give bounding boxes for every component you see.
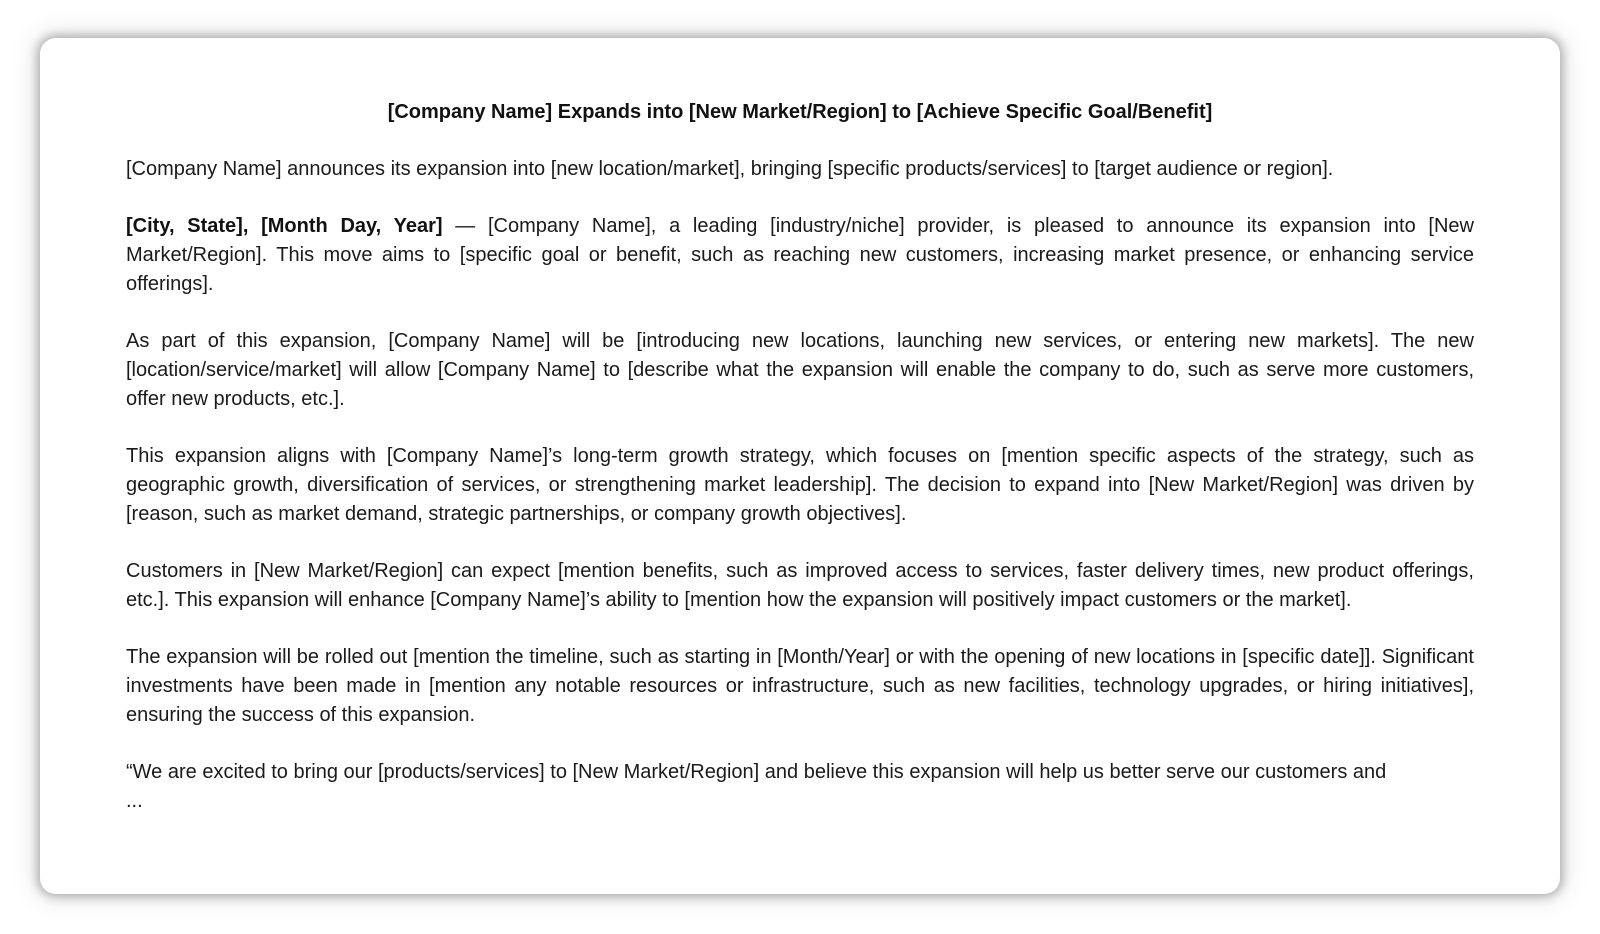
- truncation-ellipsis: ...: [126, 790, 143, 812]
- intro-paragraph: [126, 212, 1474, 299]
- quote-text: “We are excited to bring our [products/services] to [New Market/Region] and believe this expansion will help us better serve our customers and: [126, 761, 1387, 783]
- document-title: [Company Name] Expands into [New Market/Region] to [Achieve Specific Goal/Benefit]: [387, 101, 1213, 123]
- intro-text: — [Company Name], a leading [industry/niche] provider, is pleased to announce its expansion into [New Market/Region]. This move aims to [specific goal or benefit, such as reaching new customers, increasing market presence, or enhancing service offerings].: [126, 215, 1474, 295]
- quote-paragraph: [126, 758, 1474, 816]
- body-paragraph-2: This expansion aligns with [Company Name]’s long-term growth strategy, which focuses on [mention specific aspects of the strategy, such as geographic growth, diversification of services, or strengthening market leadership]. The decision to expand into [New Market/Region] was driven by [reason, such as market demand, strategic partnerships, or company growth objectives].: [126, 445, 1474, 525]
- body-paragraph-4: The expansion will be rolled out [mention the timeline, such as starting in [Month/Year] or with the opening of new locations in [specific date]]. Significant investments have been made in [mention any notable resources or infrastructure, such as new facilities, technology upgrades, or hiring initiatives], ensuring the success of this expansion.: [126, 646, 1474, 726]
- body-paragraph-1: As part of this expansion, [Company Name] will be [introducing new locations, launching new services, or entering new markets]. The new [location/service/market] will allow [Company Name] to [describe what the expansion will enable the company to do, such as serve more customers, offer new products, etc.].: [126, 330, 1474, 410]
- body-paragraph-3: Customers in [New Market/Region] can expect [mention benefits, such as improved access to services, faster delivery times, new product offerings, etc.]. This expansion will enhance [Company Name]’s ability to [mention how the expansion will positively impact customers or the market].: [126, 560, 1474, 611]
- dateline: [City, State], [Month Day, Year]: [126, 215, 443, 237]
- subheadline: [Company Name] announces its expansion into [new location/market], bringing [specific products/services] to [target audience or region].: [126, 158, 1334, 180]
- document-card: [40, 38, 1560, 894]
